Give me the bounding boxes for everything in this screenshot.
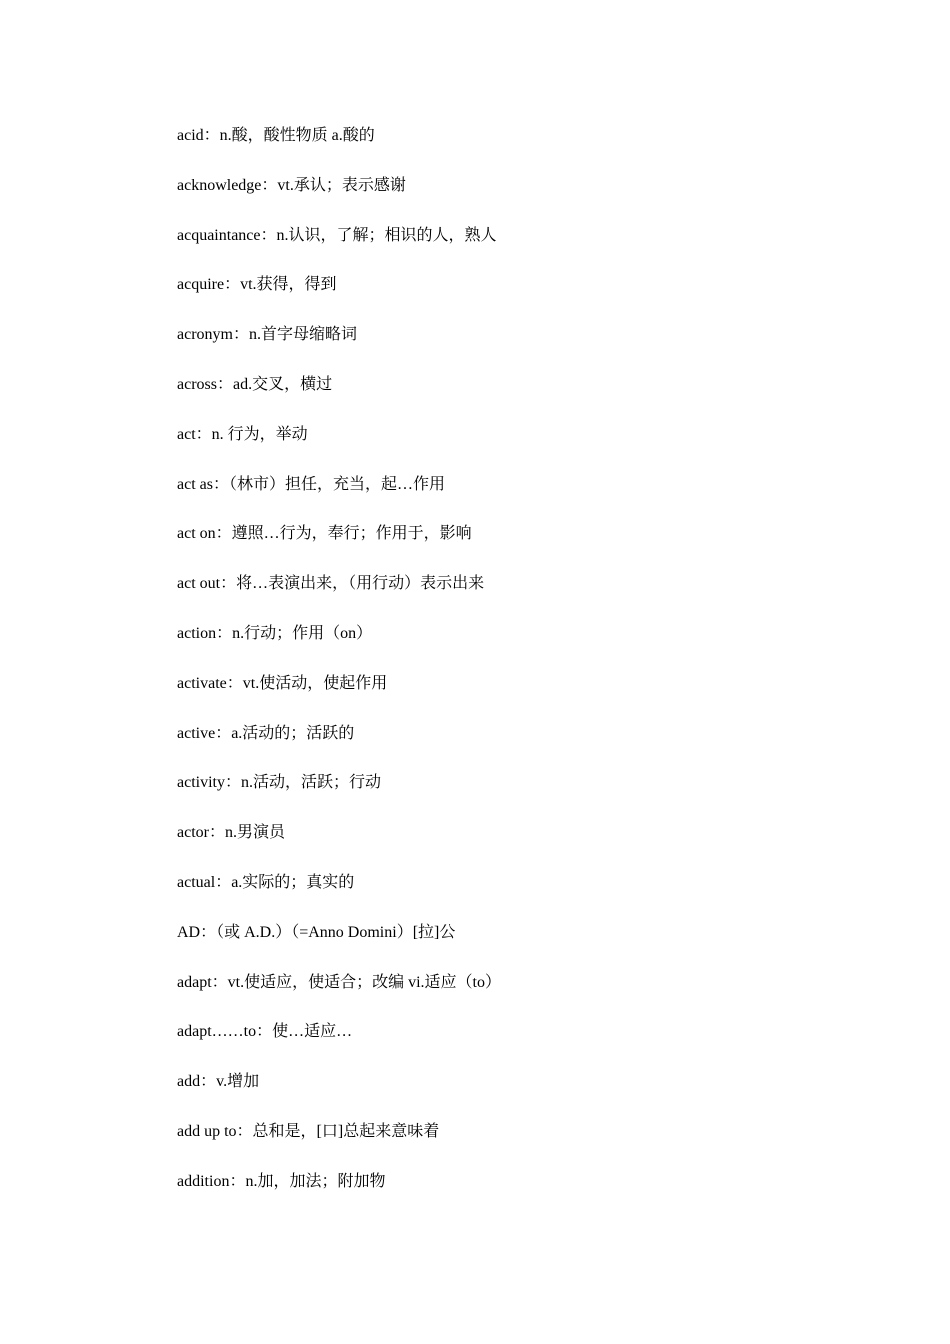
- vocabulary-entry: acronym：n.首字母缩略词: [177, 326, 357, 344]
- vocabulary-list: [177, 123, 501, 1219]
- vocabulary-entry: act on：遵照…行为，奉行；作用于，影响: [177, 525, 472, 543]
- vocabulary-entry: add：v.增加: [177, 1073, 260, 1091]
- vocabulary-entry: acid：n.酸，酸性物质 a.酸的: [177, 127, 375, 144]
- vocabulary-entry: act as：（林市）担任，充当，起…作用: [177, 475, 445, 493]
- vocabulary-entry: adapt……to：使…适应…: [177, 1023, 353, 1041]
- vocabulary-entry: action：n.行动；作用（on）: [177, 624, 373, 642]
- vocabulary-entry: across：ad.交叉，横过: [177, 375, 333, 393]
- vocabulary-entry: acquaintance：n.认识，了解；相识的人，熟人: [177, 226, 497, 244]
- vocabulary-entry: act：n. 行为，举动: [177, 425, 308, 443]
- vocabulary-entry: actual：a.实际的；真实的: [177, 873, 355, 891]
- vocabulary-entry: adapt：vt.使适应，使适合；改编 vi.适应（to）: [177, 973, 501, 991]
- vocabulary-entry: act out：将…表演出来，（用行动）表示出来: [177, 575, 485, 593]
- vocabulary-entry: acknowledge：vt.承认；表示感谢: [177, 176, 406, 194]
- vocabulary-entry: add up to：总和是，[口]总起来意味着: [177, 1122, 440, 1140]
- vocabulary-entry: acquire：vt.获得，得到: [177, 276, 337, 294]
- vocabulary-entry: AD：（或 A.D.）（=Anno Domini）[拉]公: [177, 923, 456, 941]
- vocabulary-entry: activate：vt.使活动，使起作用: [177, 674, 388, 692]
- vocabulary-entry: active：a.活动的；活跃的: [177, 724, 355, 742]
- vocabulary-entry: actor：n.男演员: [177, 824, 285, 842]
- vocabulary-entry: addition：n.加，加法；附加物: [177, 1172, 386, 1190]
- vocabulary-entry: activity：n.活动，活跃；行动: [177, 774, 381, 792]
